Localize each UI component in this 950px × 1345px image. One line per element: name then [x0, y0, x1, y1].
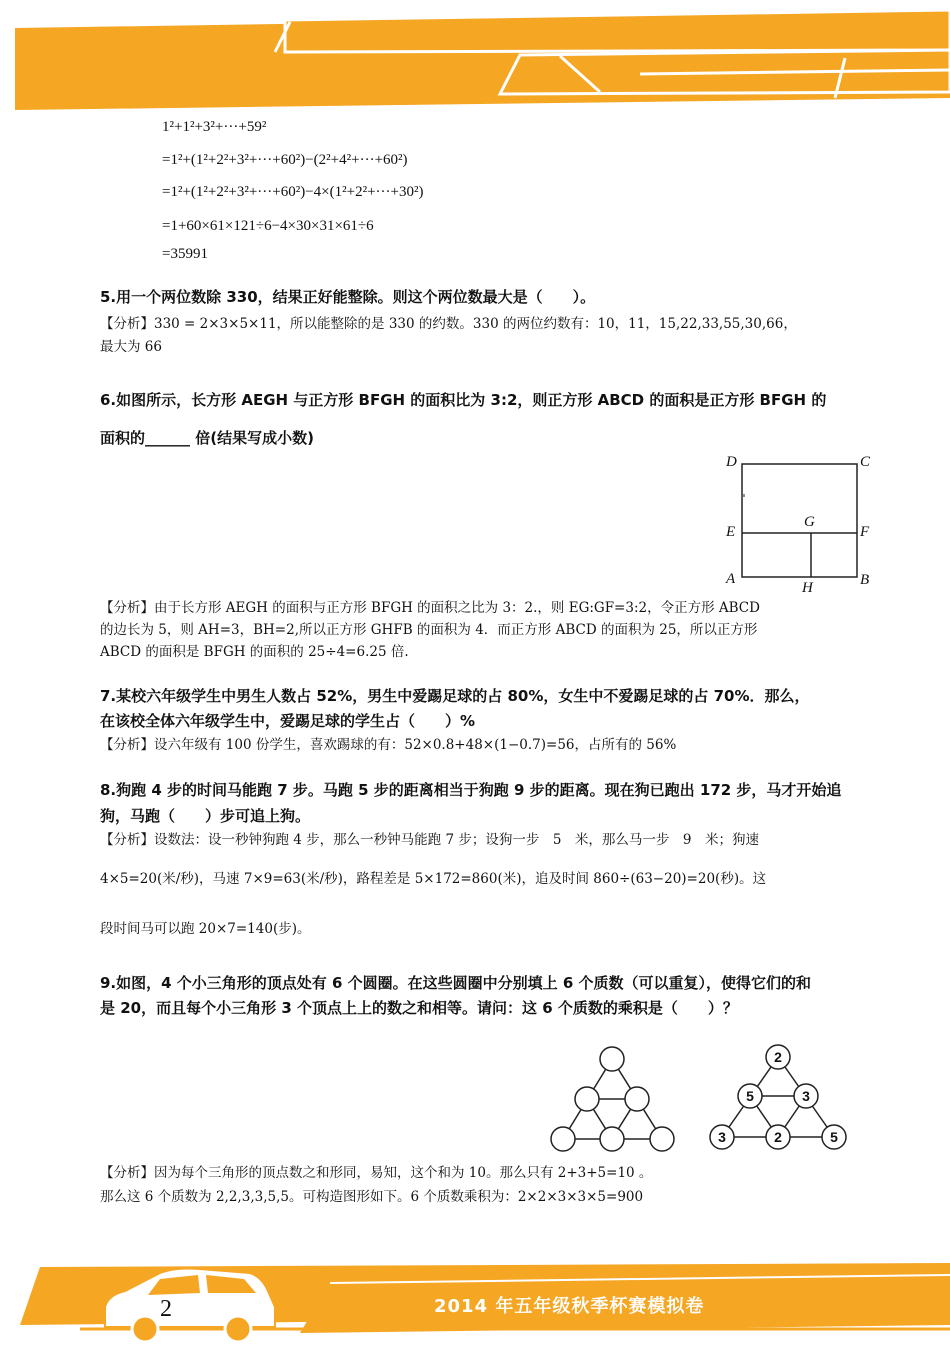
label-b: B	[860, 572, 870, 588]
page-number: 2	[160, 1296, 172, 1322]
q9-filled-triangle-figure	[700, 1040, 860, 1160]
q9-value-bottom-right: 5	[830, 1129, 838, 1145]
math-line-2: =1²+(1²+2²+3²+···+60²)−(2²+4²+···+60²)	[162, 152, 408, 168]
footer-title: 2014 年五年级秋季杯赛模拟卷	[434, 1296, 705, 1317]
math-line-3: =1²+(1²+2²+3²+···+60²)−4×(1²+2²+···+30²)	[162, 184, 424, 200]
label-e: E	[726, 524, 736, 540]
q9-analysis-2: 那么这 6 个质数为 2,2,3,3,5,5。可构造图形如下。6 个质数乘积为：2×2×3×3×5=900	[100, 1189, 644, 1205]
q8-analysis-3: 段时间马可以跑 20×7=140(步)。	[100, 921, 311, 937]
label-f: F	[860, 524, 870, 540]
q8-analysis-2: 4×5=20(米/秒)，马速 7×9=63(米/秒)，路程差是 5×172=860(米)，追及时间 860÷(63−20)=20(秒)。这	[100, 871, 767, 887]
math-line-5: =35991	[162, 246, 208, 262]
q8-analysis-1: 【分析】设数法：设一秒钟狗跑 4 步，那么一秒钟马能跑 7 步；设狗一步 5 米，那么马一步 9 米；狗速	[100, 832, 760, 848]
label-c: C	[860, 454, 871, 470]
q9-value-top: 2	[774, 1049, 782, 1065]
q7-analysis: 【分析】设六年级有 100 份学生，喜欢踢球的有：52×0.8+48×(1−0.7)=56，占所有的 56%	[100, 737, 677, 753]
q6-question-2: 面积的______ 倍(结果写成小数)	[100, 429, 314, 447]
q7-question-1: 7.某校六年级学生中男生人数占 52%，男生中爱踢足球的占 80%，女生中不爱踢足球的占 70%．那么，	[100, 687, 810, 705]
label-d: D	[726, 454, 737, 470]
q9-question-2: 是 20，而且每个小三角形 3 个顶点上上的数之和相等。请问：这 6 个质数的乘积是（ ）？	[100, 999, 738, 1017]
header-banner	[0, 0, 950, 115]
q6-analysis-2: 的边长为 5，则 AH=3，BH=2,所以正方形 GHFB 的面积为 4．而正方形 ABCD 的面积为 25，所以正方形	[100, 622, 758, 638]
label-g: G	[804, 514, 815, 530]
math-line-1: 1²+1²+3²+···+59²	[162, 119, 267, 135]
q7-question-2: 在该校全体六年级学生中，爱踢足球的学生占（ ）%	[100, 712, 476, 730]
q6-question-1: 6.如图所示，长方形 AEGH 与正方形 BFGH 的面积比为 3:2，则正方形 ABCD 的面积是正方形 BFGH 的	[100, 391, 827, 409]
q5-question: 5.用一个两位数除 330，结果正好能整除。则这个两位数最大是（ ）。	[100, 288, 596, 306]
math-line-4: =1+60×61×121÷6−4×30×31×61÷6	[162, 218, 374, 234]
q9-value-mid-right: 3	[802, 1088, 810, 1104]
q6-analysis-3: ABCD 的面积是 BFGH 的面积的 25÷4=6.25 倍.	[100, 644, 409, 660]
q9-question-1: 9.如图，4 个小三角形的顶点处有 6 个圆圈。在这些圆圈中分别填上 6 个质数（可以重复），使得它们的和	[100, 974, 812, 992]
q5-analysis-2: 最大为 66	[100, 339, 162, 355]
q9-value-mid-left: 5	[746, 1088, 754, 1104]
q9-value-bottom-mid: 2	[774, 1129, 782, 1145]
label-a: A	[726, 571, 736, 587]
label-h: H	[802, 580, 813, 596]
q8-question-1: 8.狗跑 4 步的时间马能跑 7 步。马跑 5 步的距离相当于狗跑 9 步的距离。现在狗已跑出 172 步，马才开始追	[100, 781, 842, 799]
q6-analysis-1: 【分析】由于长方形 AEGH 的面积与正方形 BFGH 的面积之比为 3：2.，则 EG:GF=3:2，令正方形 ABCD	[100, 600, 760, 616]
q9-analysis-1: 【分析】因为每个三角形的顶点数之和形同，易知，这个和为 10。那么只有 2+3+5=10 。	[100, 1165, 653, 1181]
q8-question-2: 狗，马跑（ ）步可追上狗。	[100, 807, 311, 825]
q5-analysis-1: 【分析】330 = 2×3×5×11，所以能整除的是 330 的约数。330 的两位约数有：10，11，15,22,33,55,30,66，	[100, 316, 797, 332]
q9-value-bottom-left: 3	[718, 1129, 726, 1145]
q9-empty-triangle-figure	[545, 1040, 695, 1160]
